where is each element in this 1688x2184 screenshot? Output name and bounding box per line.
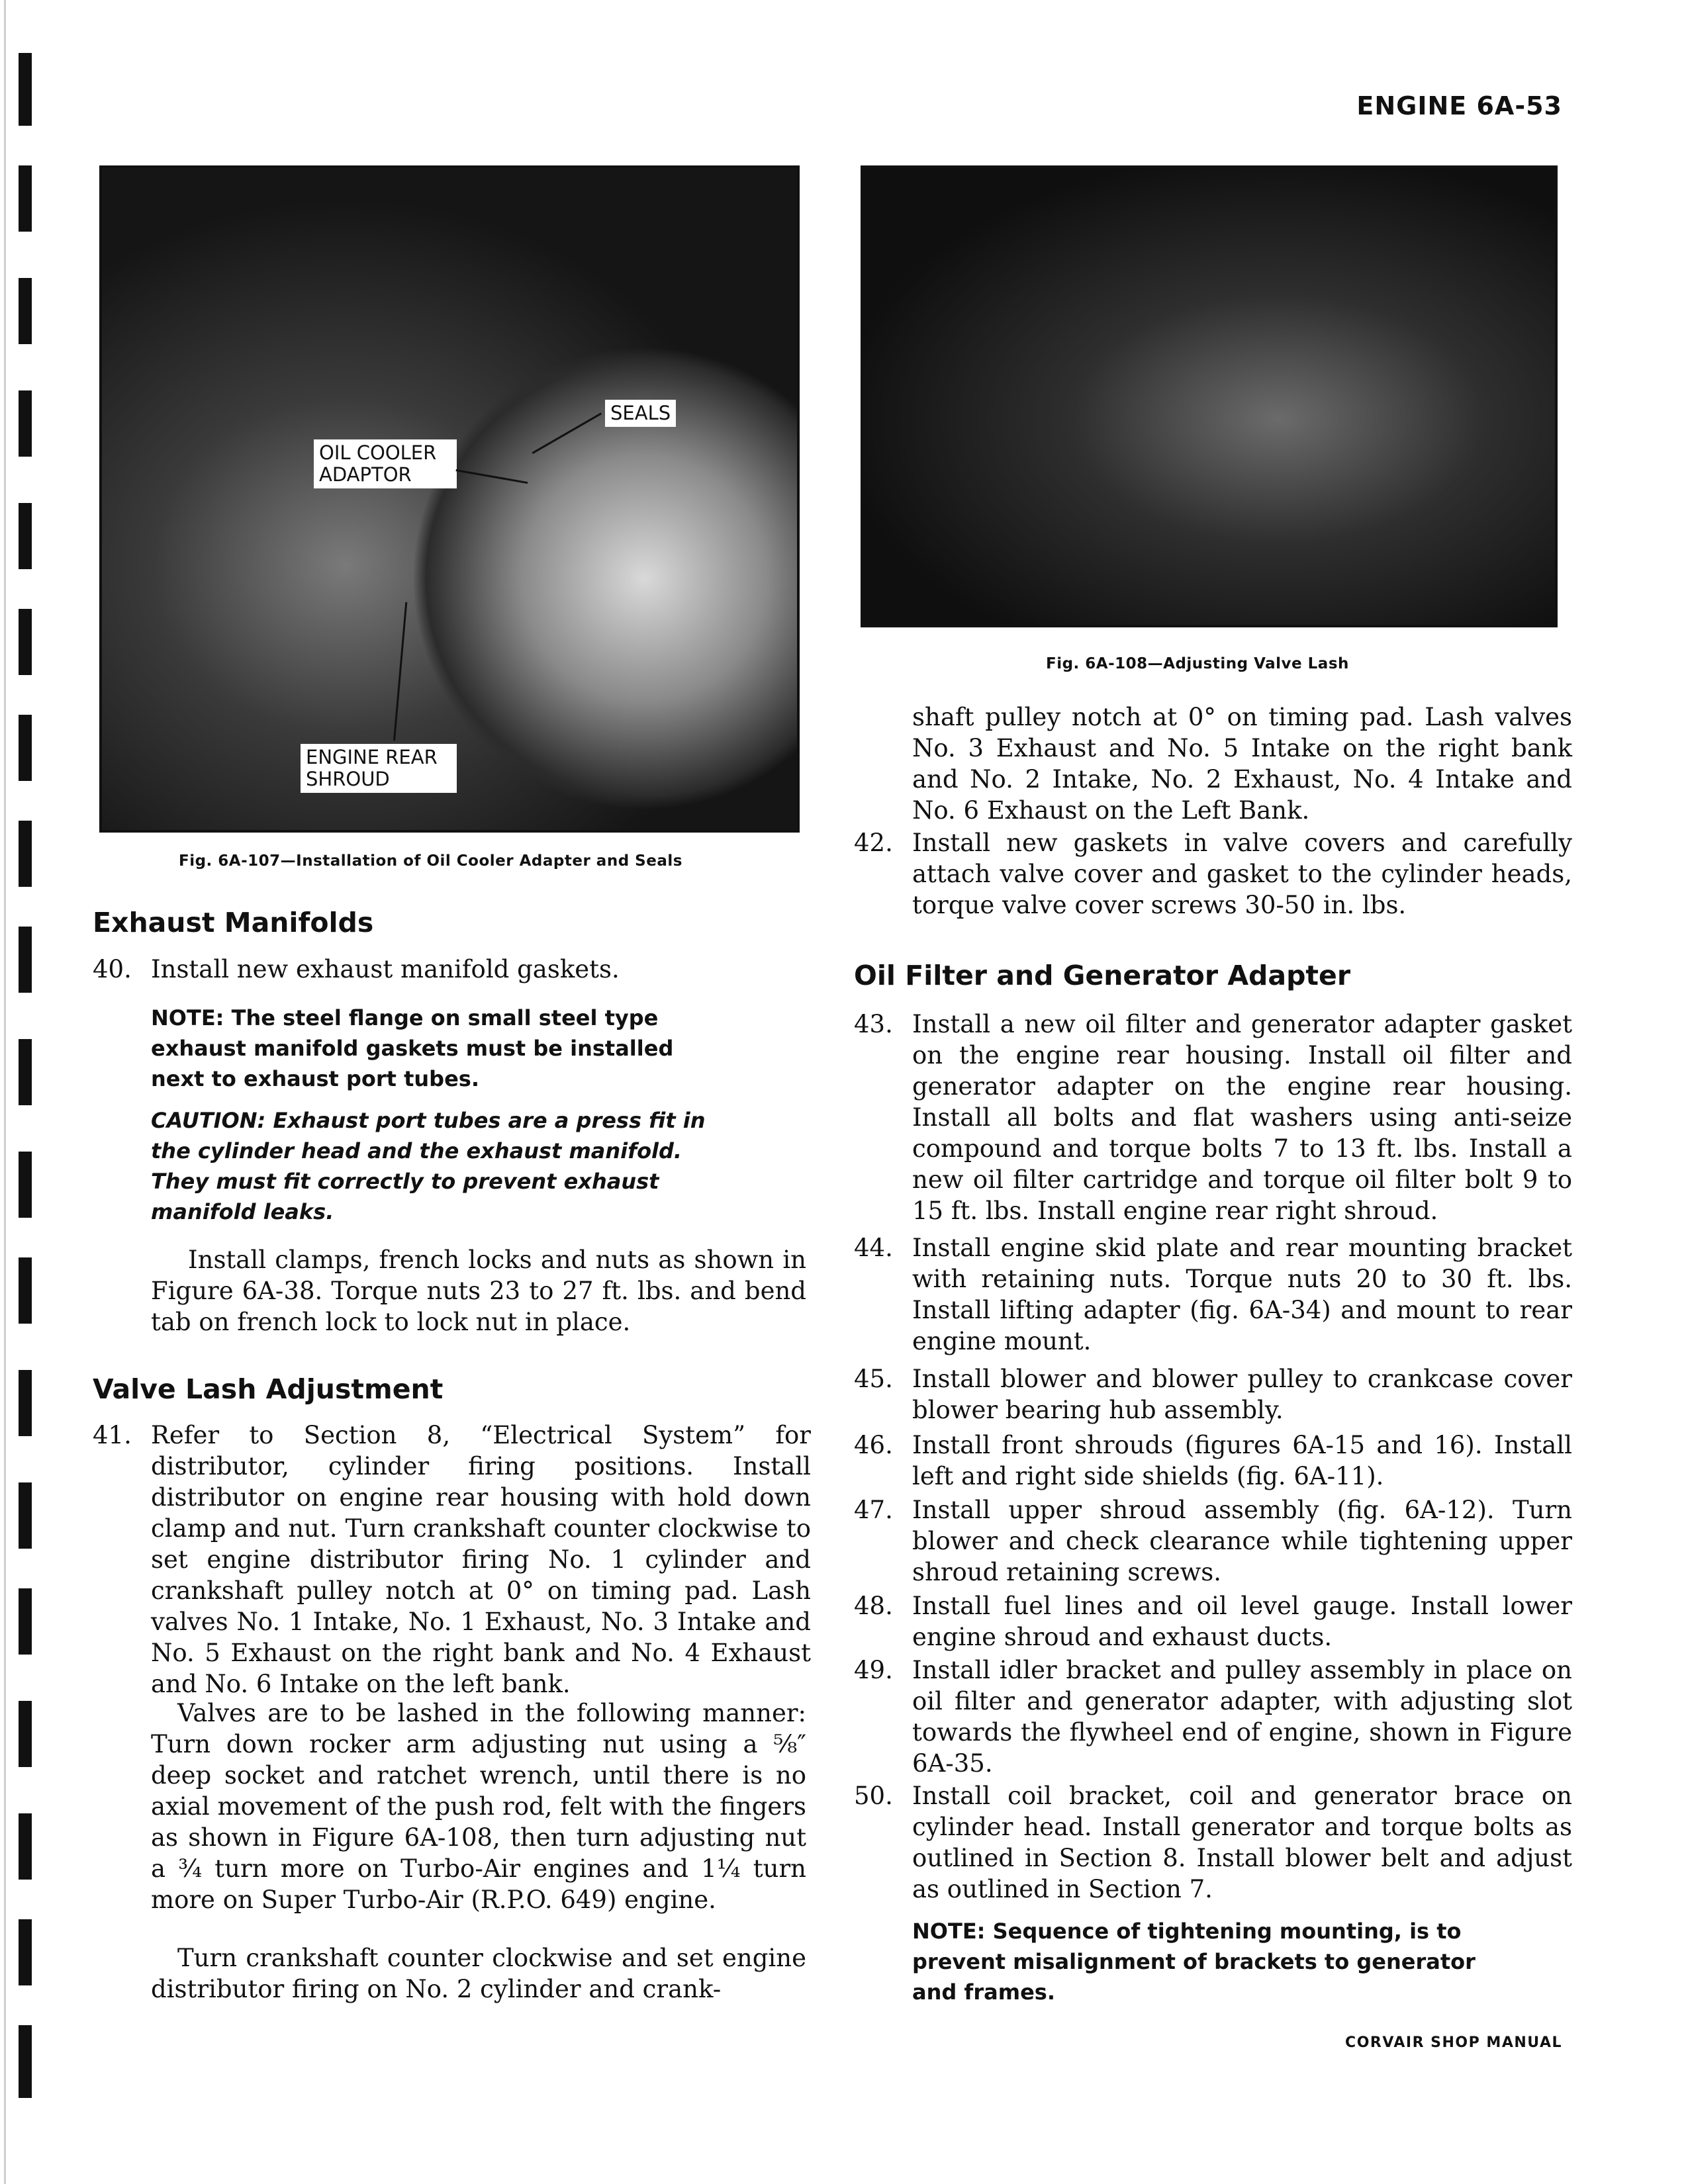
binding-mark [19, 503, 32, 569]
step-text: Install engine skid plate and rear mounting bracket with retaining nuts. Torque nuts 20 to 30 ft. lbs. Install lifting adapter (fig. 6A-34) and mount to rear engine mount. [912, 1234, 1572, 1355]
binding-mark [19, 1152, 32, 1218]
step-40 [93, 954, 811, 987]
note: NOTE: Sequence of tightening mounting, is to prevent misalignment of brackets to generator and frames. [912, 1919, 1476, 2005]
figure-adjusting-valve-lash-photo [861, 165, 1558, 627]
binding-mark [19, 1257, 32, 1324]
step-number: 41. [93, 1421, 132, 1449]
step-number: 46. [854, 1431, 893, 1459]
paragraph: Valves are to be lashed in the following manner: Turn down rocker arm adjusting nut using a ⅝″ deep socket and ratchet wrench, until there is no axial movement of the push rod, felt with the fingers as shown in Figure 6A-108, then turn adjusting nut a ¾ turn more on Turbo-Air engines and 1¼ turn more on Super Turbo-Air (R.P.O. 649) engine. [151, 1699, 806, 1914]
binding-mark [19, 821, 32, 887]
binding-mark [19, 1370, 32, 1436]
step-45 [854, 1363, 1572, 1426]
paragraph: Turn crankshaft counter clockwise and set engine distributor firing on No. 2 cylinder and crank- [151, 1944, 806, 2003]
binding-mark [19, 53, 32, 126]
binding-mark [19, 390, 32, 457]
step-text: Install upper shroud assembly (fig. 6A-12). Turn blower and check clearance while tightening upper shroud retaining screws. [912, 1496, 1572, 1586]
binding-mark [19, 1813, 32, 1880]
binding-edge-line [4, 0, 6, 2184]
step-41 [93, 1420, 811, 1698]
step-43 [854, 1009, 1572, 1227]
binding-mark [19, 1482, 32, 1549]
step-number: 43. [854, 1010, 893, 1038]
section-heading-oil-filter-generator-adapter: Oil Filter and Generator Adapter [854, 960, 1351, 991]
step-text: Install new exhaust manifold gaskets. [151, 955, 620, 983]
binding-mark [19, 1588, 32, 1655]
caution: CAUTION: Exhaust port tubes are a press fit in the cylinder head and the exhaust manifold. They must fit correctly to prevent exhaust manifold leaks. [151, 1108, 706, 1224]
binding-mark [19, 1919, 32, 1985]
step-49 [854, 1655, 1572, 1780]
binding-mark [19, 927, 32, 993]
note: NOTE: The steel flange on small steel type exhaust manifold gaskets must be installed next to exhaust port tubes. [151, 1005, 674, 1091]
step-number: 49. [854, 1656, 893, 1684]
section-heading-exhaust-manifolds: Exhaust Manifolds [93, 907, 374, 938]
binding-mark [19, 278, 32, 344]
figure-caption: Fig. 6A-107—Installation of Oil Cooler Adapter and Seals [179, 852, 682, 870]
step-47 [854, 1494, 1572, 1587]
paragraph: Install clamps, french locks and nuts as shown in Figure 6A-38. Torque nuts 23 to 27 ft. lbs. and bend tab on french lock to lock nut in place. [151, 1246, 806, 1336]
binding-mark [19, 1039, 32, 1105]
figure-oil-cooler-adapter-photo [99, 165, 800, 833]
step-number: 48. [854, 1592, 893, 1620]
label-seals: SEALS [605, 400, 676, 427]
step-48 [854, 1590, 1572, 1653]
step-42 [854, 827, 1572, 927]
step-number: 47. [854, 1496, 893, 1524]
step-text: Install fuel lines and oil level gauge. Install lower engine shroud and exhaust ducts. [912, 1592, 1572, 1651]
step-number: 45. [854, 1365, 893, 1393]
label-engine-rear-shroud: ENGINE REAR SHROUD [301, 744, 457, 793]
step-text: Install front shrouds (figures 6A-15 and 16). Install left and right side shields (fig. 6A-11). [912, 1431, 1572, 1490]
binding-mark [19, 165, 32, 232]
paragraph-continued: shaft pulley notch at 0° on timing pad. Lash valves No. 3 Exhaust and No. 5 Intake on the right bank and No. 2 Intake, No. 2 Exhaust, No. 4 Intake and No. 6 Exhaust on the Left Bank. [912, 703, 1572, 825]
page-footer: CORVAIR SHOP MANUAL [1345, 2034, 1562, 2051]
step-44 [854, 1232, 1572, 1358]
step-text: Install a new oil filter and generator adapter gasket on the engine rear housing. Install oil filter and generator adapter on the engine rear housing. Install all bolts and flat washers using anti-seize compound and torque bolts 7 to 13 ft. lbs. Install a new oil filter cartridge and torque oil filter bolt 9 to 15 ft. lbs. Install engine rear right shroud. [912, 1010, 1572, 1225]
step-number: 42. [854, 829, 893, 857]
engine-photo [102, 168, 797, 830]
binding-mark [19, 609, 32, 675]
binding-mark [19, 1701, 32, 1767]
step-number: 50. [854, 1782, 893, 1810]
step-text: Install idler bracket and pulley assembly in place on oil filter and generator adapter, with adjusting slot towards the flywheel end of engine, shown in Figure 6A-35. [912, 1656, 1572, 1778]
step-50 [854, 1780, 1572, 1906]
binding-mark [19, 715, 32, 781]
step-number: 44. [854, 1234, 893, 1262]
label-oil-cooler-adaptor: OIL COOLER ADAPTOR [314, 439, 457, 488]
step-number: 40. [93, 955, 132, 983]
page-header: ENGINE 6A-53 [1356, 91, 1562, 120]
section-heading-valve-lash-adjustment: Valve Lash Adjustment [93, 1373, 444, 1405]
step-text: Install new gaskets in valve covers and carefully attach valve cover and gasket to the cylinder heads, torque valve cover screws 30-50 in. lbs. [912, 829, 1572, 919]
binding-mark [19, 2025, 32, 2098]
step-text: Refer to Section 8, “Electrical System” for distributor, cylinder firing positions. Install distributor on engine rear housing with hold down clamp and nut. Turn crankshaft counter clockwise to set engine distributor firing No. 1 cylinder and crankshaft pulley notch at 0° on timing pad. Lash valves No. 1 Intake, No. 1 Exhaust, No. 3 Intake and No. 5 Exhaust on the right bank and No. 4 Exhaust and No. 6 Intake on the left bank. [151, 1421, 811, 1698]
step-text: Install coil bracket, coil and generator brace on cylinder head. Install generator and torque bolts as outlined in Section 8. Install blower belt and adjust as outlined in Section 7. [912, 1782, 1572, 1903]
figure-caption: Fig. 6A-108—Adjusting Valve Lash [1046, 655, 1349, 672]
step-46 [854, 1430, 1572, 1492]
step-text: Install blower and blower pulley to crankcase cover blower bearing hub assembly. [912, 1365, 1572, 1424]
valve-lash-photo [863, 168, 1555, 625]
